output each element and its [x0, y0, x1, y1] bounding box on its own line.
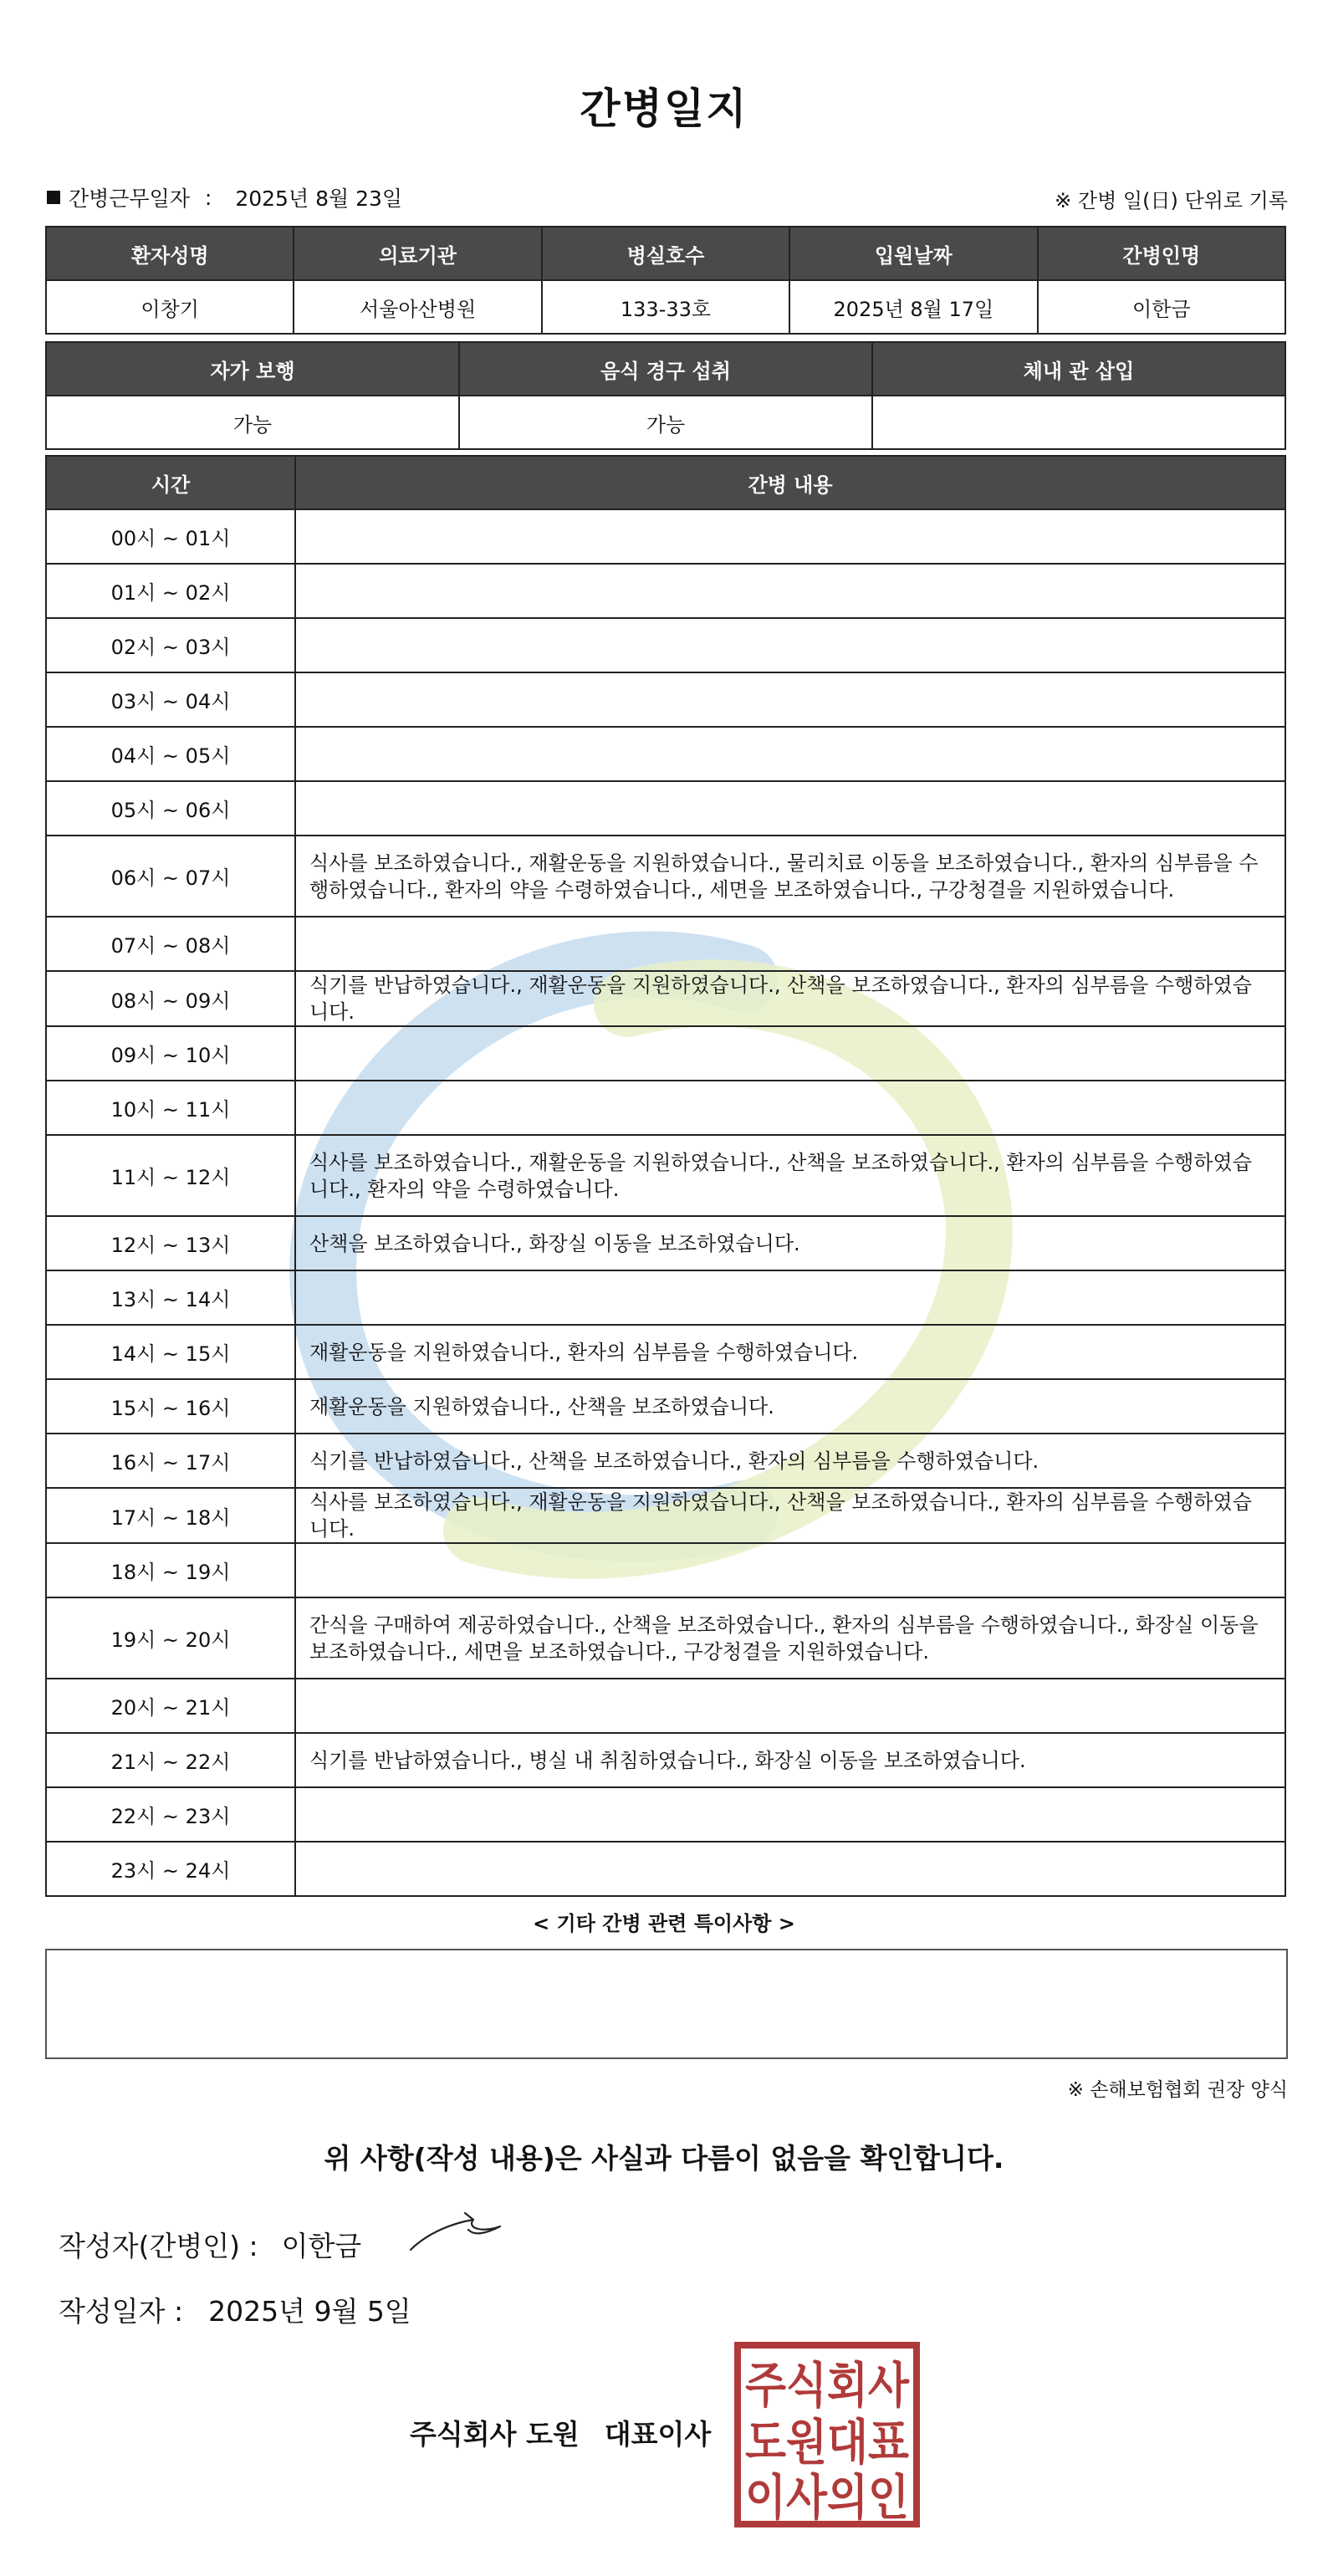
author-line [59, 2225, 361, 2264]
content-cell: 재활운동을 지원하였습니다., 환자의 심부름을 수행하였습니다. [295, 1325, 1285, 1379]
patient-info-value-row [46, 280, 1285, 334]
time-cell: 21시 ~ 22시 [46, 1733, 295, 1787]
header-patient-name: 환자성명 [46, 227, 294, 280]
form-note: ※ 손해보험협회 권장 양식 [1067, 2079, 1288, 2101]
time-cell: 15시 ~ 16시 [46, 1379, 295, 1434]
caregiver-name: 이한금 [1038, 280, 1285, 334]
oral-intake-value: 가능 [459, 396, 872, 449]
table-row [46, 971, 1285, 1026]
header-care-content: 간병 내용 [295, 456, 1285, 509]
patient-status-table [45, 341, 1286, 450]
patient-name: 이창기 [46, 280, 294, 334]
remarks-box [45, 1949, 1288, 2059]
table-row [46, 618, 1285, 672]
content-cell [295, 1081, 1285, 1135]
company-name: 주식회사 도원 [410, 2418, 580, 2451]
patient-status-value-row [46, 396, 1285, 449]
header-hospital: 의료기관 [294, 227, 541, 280]
content-cell [295, 781, 1285, 836]
table-row [46, 564, 1285, 618]
time-cell: 14시 ~ 15시 [46, 1325, 295, 1379]
time-cell: 07시 ~ 08시 [46, 917, 295, 971]
signature-icon [406, 2208, 507, 2258]
care-log-header-row [46, 456, 1285, 509]
written-date-value: 2025년 9월 5일 [208, 2295, 411, 2328]
table-row [46, 1842, 1285, 1896]
time-cell: 05시 ~ 06시 [46, 781, 295, 836]
table-row [46, 1679, 1285, 1733]
time-cell: 19시 ~ 20시 [46, 1597, 295, 1679]
author-name: 이한금 [281, 2230, 362, 2262]
time-cell: 17시 ~ 18시 [46, 1488, 295, 1543]
work-date-label: 간병근무일자 [69, 187, 190, 211]
work-date-line [47, 182, 402, 212]
time-cell: 03시 ~ 04시 [46, 672, 295, 727]
time-cell: 12시 ~ 13시 [46, 1216, 295, 1270]
company-line [410, 2413, 711, 2452]
care-log-table [45, 455, 1286, 1897]
content-cell [295, 1842, 1285, 1896]
self-walking-value: 가능 [46, 396, 459, 449]
page-title: 간병일지 [580, 84, 748, 133]
table-row [46, 1733, 1285, 1787]
content-cell [295, 564, 1285, 618]
time-cell: 13시 ~ 14시 [46, 1270, 295, 1325]
square-bullet-icon [47, 191, 60, 204]
table-row [46, 1787, 1285, 1842]
patient-info-table [45, 226, 1286, 335]
admission-date: 2025년 8월 17일 [789, 280, 1037, 334]
content-cell [295, 917, 1285, 971]
content-cell [295, 618, 1285, 672]
table-row [46, 1434, 1285, 1488]
time-cell: 10시 ~ 11시 [46, 1081, 295, 1135]
header-tube-insertion: 체내 관 삽입 [872, 342, 1285, 396]
table-row [46, 781, 1285, 836]
tube-insertion-value [872, 396, 1285, 449]
content-cell: 식기를 반납하였습니다., 산책을 보조하였습니다., 환자의 심부름을 수행하였습니다. [295, 1434, 1285, 1488]
time-cell: 16시 ~ 17시 [46, 1434, 295, 1488]
written-date-label: 작성일자 : [59, 2295, 184, 2328]
content-cell [295, 1270, 1285, 1325]
content-cell: 간식을 구매하여 제공하였습니다., 산책을 보조하였습니다., 환자의 심부름을 수행하였습니다., 화장실 이동을 보조하였습니다., 세면을 보조하였습니다., 구강청결을 지원하였습니다. [295, 1597, 1285, 1679]
table-row [46, 1597, 1285, 1679]
record-note: ※ 간병 일(日) 단위로 기록 [1055, 189, 1288, 212]
company-seal-icon [734, 2342, 920, 2527]
author-label: 작성자(간병인) : [59, 2230, 258, 2262]
table-row [46, 1270, 1285, 1325]
table-row [46, 1543, 1285, 1597]
header-oral-intake: 음식 경구 섭취 [459, 342, 872, 396]
time-cell: 22시 ~ 23시 [46, 1787, 295, 1842]
svg-text:도원대표: 도원대표 [745, 2414, 909, 2471]
table-row [46, 1216, 1285, 1270]
table-row [46, 1379, 1285, 1434]
written-date-line [59, 2290, 411, 2329]
content-cell [295, 1787, 1285, 1842]
table-row [46, 1081, 1285, 1135]
header-caregiver-name: 간병인명 [1038, 227, 1285, 280]
company-ceo-title: 대표이사 [604, 2418, 712, 2451]
table-row [46, 917, 1285, 971]
table-row [46, 836, 1285, 917]
content-cell: 식사를 보조하였습니다., 재활운동을 지원하였습니다., 산책을 보조하였습니다., 환자의 심부름을 수행하였습니다., 환자의 약을 수령하였습니다. [295, 1135, 1285, 1216]
time-cell: 02시 ~ 03시 [46, 618, 295, 672]
table-row [46, 1135, 1285, 1216]
time-cell: 06시 ~ 07시 [46, 836, 295, 917]
table-row [46, 509, 1285, 564]
room-number: 133-33호 [542, 280, 789, 334]
time-cell: 01시 ~ 02시 [46, 564, 295, 618]
confirmation-statement: 위 사항(작성 내용)은 사실과 다름이 없음을 확인합니다. [324, 2142, 1004, 2175]
svg-text:이사의인: 이사의인 [745, 2469, 909, 2526]
content-cell: 식사를 보조하였습니다., 재활운동을 지원하였습니다., 산책을 보조하였습니다., 환자의 심부름을 수행하였습니다. [295, 1488, 1285, 1543]
content-cell [295, 509, 1285, 564]
content-cell: 재활운동을 지원하였습니다., 산책을 보조하였습니다. [295, 1379, 1285, 1434]
time-cell: 11시 ~ 12시 [46, 1135, 295, 1216]
svg-text:주식회사: 주식회사 [745, 2357, 910, 2414]
time-cell: 20시 ~ 21시 [46, 1679, 295, 1733]
hospital-name: 서울아산병원 [294, 280, 541, 334]
content-cell: 산책을 보조하였습니다., 화장실 이동을 보조하였습니다. [295, 1216, 1285, 1270]
patient-status-header-row [46, 342, 1285, 396]
header-self-walking: 자가 보행 [46, 342, 459, 396]
header-admission-date: 입원날짜 [789, 227, 1037, 280]
header-time: 시간 [46, 456, 295, 509]
table-row [46, 727, 1285, 781]
time-cell: 08시 ~ 09시 [46, 971, 295, 1026]
table-row [46, 1026, 1285, 1081]
table-row [46, 1325, 1285, 1379]
time-cell: 23시 ~ 24시 [46, 1842, 295, 1896]
work-date-separator: : [204, 185, 212, 210]
time-cell: 18시 ~ 19시 [46, 1543, 295, 1597]
table-row [46, 672, 1285, 727]
content-cell [295, 1679, 1285, 1733]
table-row [46, 1488, 1285, 1543]
time-cell: 09시 ~ 10시 [46, 1026, 295, 1081]
content-cell: 식기를 반납하였습니다., 재활운동을 지원하였습니다., 산책을 보조하였습니다., 환자의 심부름을 수행하였습니다. [295, 971, 1285, 1026]
work-date-value: 2025년 8월 23일 [235, 187, 403, 211]
header-room-number: 병실호수 [542, 227, 789, 280]
content-cell [295, 1543, 1285, 1597]
content-cell: 식기를 반납하였습니다., 병실 내 취침하였습니다., 화장실 이동을 보조하였습니다. [295, 1733, 1285, 1787]
content-cell [295, 727, 1285, 781]
content-cell: 식사를 보조하였습니다., 재활운동을 지원하였습니다., 물리치료 이동을 보조하였습니다., 환자의 심부름을 수행하였습니다., 환자의 약을 수령하였습니다., 세면을 보조하였습니다., 구강청결을 지원하였습니다. [295, 836, 1285, 917]
time-cell: 00시 ~ 01시 [46, 509, 295, 564]
remarks-heading: < 기타 간병 관련 특이사항 > [533, 1912, 795, 1935]
content-cell [295, 1026, 1285, 1081]
patient-info-header-row [46, 227, 1285, 280]
time-cell: 04시 ~ 05시 [46, 727, 295, 781]
content-cell [295, 672, 1285, 727]
